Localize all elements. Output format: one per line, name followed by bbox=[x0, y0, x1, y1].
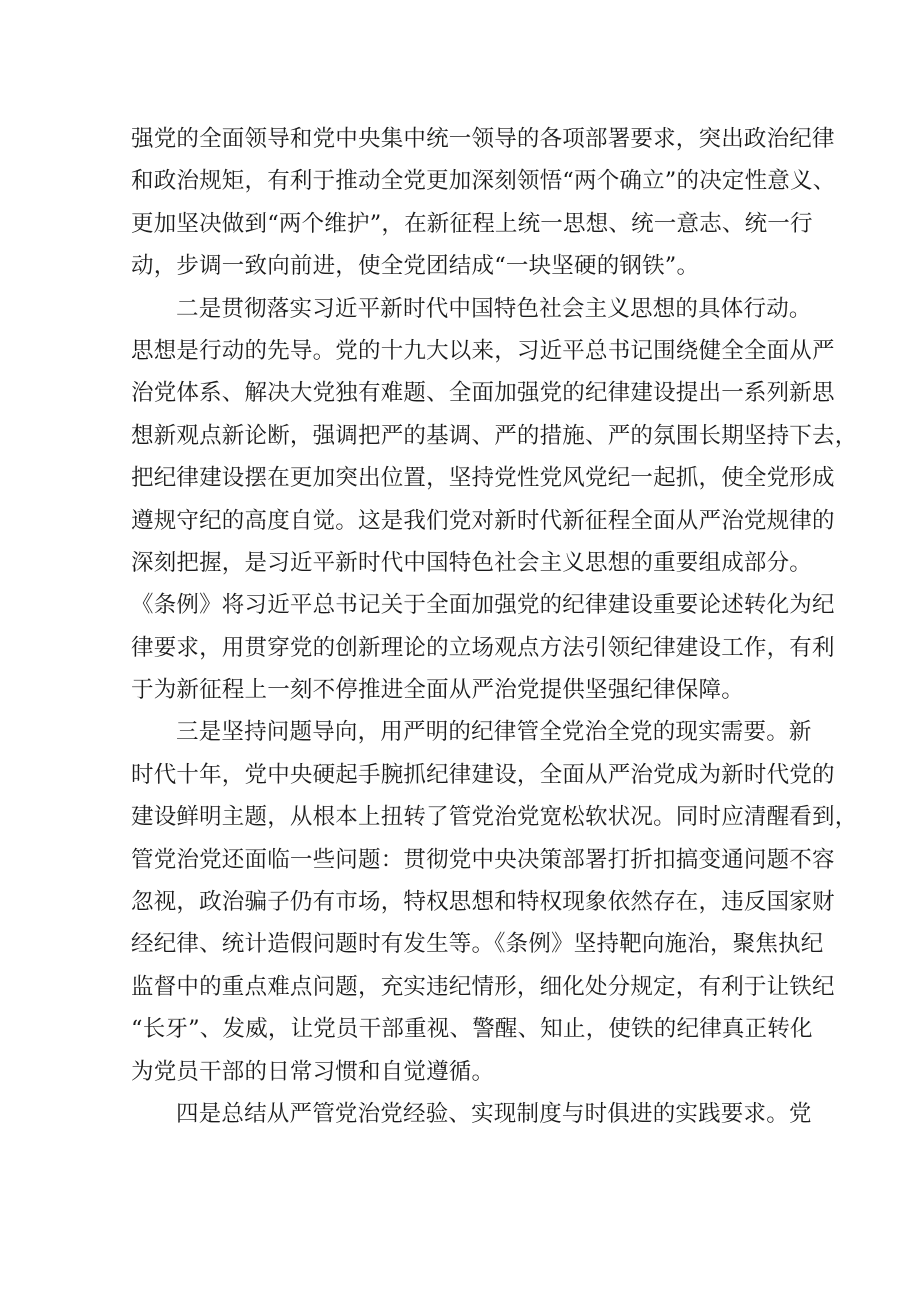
text-line: 动，步调一致向前进，使全党团结成“一块坚硬的钢铁”。 bbox=[131, 253, 700, 280]
text-line: 遵规守纪的高度自觉。这是我们党对新时代新征程全面从严治党规律的 bbox=[131, 507, 835, 534]
text-line: 深刻把握，是习近平新时代中国特色社会主义思想的重要组成部分。 bbox=[131, 549, 813, 576]
text-line: 律要求，用贯穿党的创新理论的立场观点方法引领纪律建设工作，有利 bbox=[131, 634, 835, 661]
text-line: 于为新征程上一刻不停推进全面从严治党提供坚强纪律保障。 bbox=[131, 677, 744, 704]
text-line: 更加坚决做到“两个维护”，在新征程上统一思想、统一意志、统一行 bbox=[131, 210, 813, 237]
text-line: 和政治规矩，有利于推动全党更加深刻领悟“两个确立”的决定性意义、 bbox=[131, 168, 836, 195]
text-line: 《条例》将习近平总书记关于全面加强党的纪律建设重要论述转化为纪 bbox=[131, 592, 835, 619]
text-line: 想新观点新论断，强调把严的基调、严的措施、严的氛围长期坚持下去， bbox=[131, 422, 858, 449]
text-line: 把纪律建设摆在更加突出位置，坚持党性党风党纪一起抓，使全党形成 bbox=[131, 465, 835, 492]
text-line: 思想是行动的先导。党的十九大以来，习近平总书记围绕健全全面从严 bbox=[131, 337, 835, 364]
text-line: 强党的全面领导和党中央集中统一领导的各项部署要求，突出政治纪律 bbox=[131, 126, 835, 152]
text-line: “长牙”、发威，让党员干部重视、警醒、知止，使铁的纪律真正转化 bbox=[131, 1016, 813, 1043]
text-line: 三是坚持问题导向，用严明的纪律管全党治全党的现实需要。新 bbox=[176, 719, 812, 746]
text-line: 忽视，政治骗子仍有市场，特权思想和特权现象依然存在，违反国家财 bbox=[131, 889, 835, 916]
text-line: 四是总结从严管党治党经验、实现制度与时俱进的实践要求。党 bbox=[176, 1100, 812, 1127]
text-line: 治党体系、解决大党独有难题、全面加强党的纪律建设提出一系列新思 bbox=[131, 380, 835, 407]
text-line: 建设鲜明主题，从根本上扭转了管党治党宽松软状况。同时应清醒看到， bbox=[131, 804, 858, 831]
text-line: 为党员干部的日常习惯和自觉遵循。 bbox=[131, 1058, 495, 1085]
body-text bbox=[131, 118, 858, 1135]
text-line: 二是贯彻落实习近平新时代中国特色社会主义思想的具体行动。 bbox=[176, 295, 812, 322]
text-line: 监督中的重点难点问题，充实违纪情形，细化处分规定，有利于让铁纪 bbox=[131, 973, 835, 1000]
text-line: 管党治党还面临一些问题：贯彻党中央决策部署打折扣搞变通问题不容 bbox=[131, 846, 835, 873]
text-line: 时代十年，党中央硬起手腕抓纪律建设，全面从严治党成为新时代党的 bbox=[131, 761, 835, 788]
text-line: 经纪律、统计造假问题时有发生等。《条例》坚持靶向施治，聚焦执纪 bbox=[131, 931, 824, 958]
